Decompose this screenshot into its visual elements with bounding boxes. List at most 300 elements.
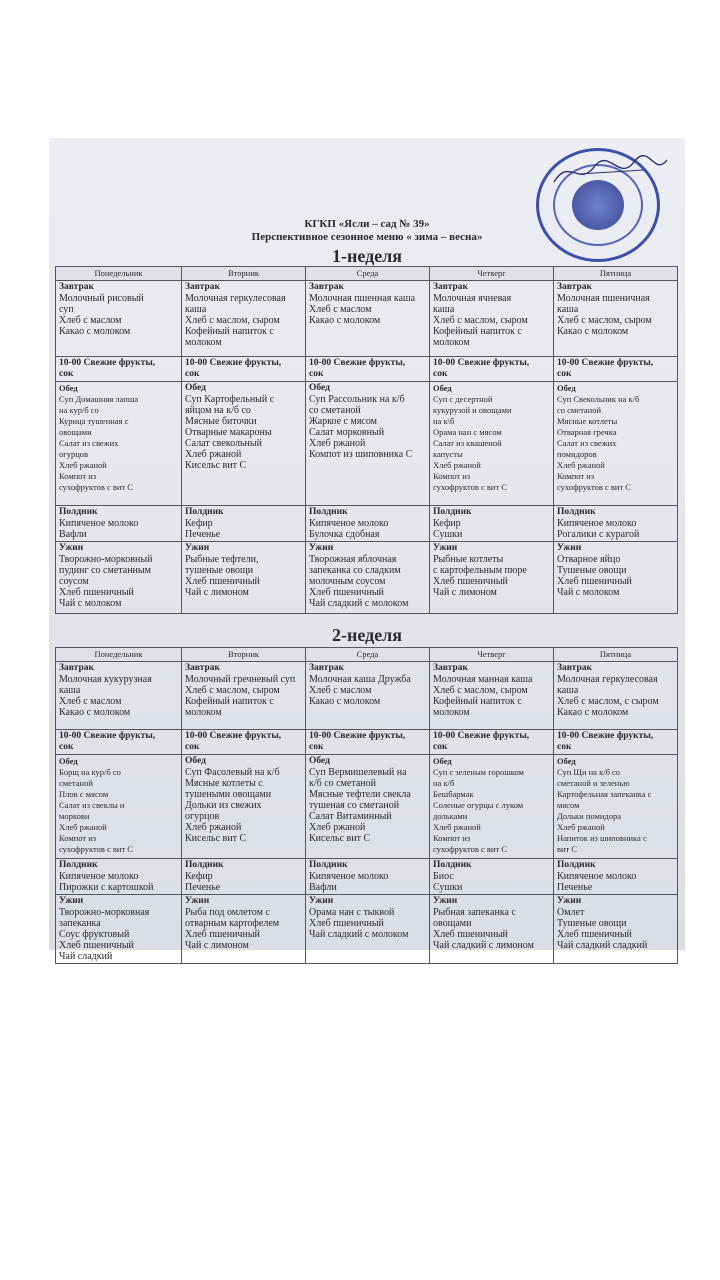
document-title: КГКП «Ясли – сад № 39» bbox=[304, 218, 430, 230]
dish-line: Хлеб пшеничный bbox=[557, 929, 632, 940]
dish-line: Суп Рассольник на к/б bbox=[309, 394, 405, 405]
dish-line: сок bbox=[557, 742, 572, 752]
dish-line: Печенье bbox=[557, 882, 593, 893]
dish-line: сок bbox=[59, 742, 74, 752]
meal-cell bbox=[306, 382, 430, 506]
dish-line: Хлеб с маслом bbox=[309, 685, 372, 696]
dish-line: Суп Щи на к/б со bbox=[557, 767, 621, 777]
dish-line: Дольки из свежих bbox=[185, 800, 262, 811]
dish-line: Кипяченое молоко bbox=[59, 871, 139, 882]
dish-line: Какао с молоком bbox=[557, 707, 629, 718]
meal-row-afternoon-snack bbox=[56, 859, 678, 895]
dish-line: Суп с десертной bbox=[433, 394, 493, 404]
dish-line: Рыбные котлеты bbox=[433, 554, 504, 565]
dish-line: Чай с молоком bbox=[557, 587, 620, 598]
dish-line: Кипяченое молоко bbox=[309, 871, 389, 882]
meal-heading: 10-00 Свежие фрукты, bbox=[557, 358, 654, 368]
dish-line: Чай с лимоном bbox=[433, 587, 497, 598]
meal-cell bbox=[554, 662, 678, 730]
meal-cell bbox=[430, 281, 554, 357]
meal-heading: Полдник bbox=[59, 860, 98, 870]
dish-line: Борщ на кур/б со bbox=[59, 767, 121, 777]
meal-cell bbox=[554, 730, 678, 755]
dish-line: каша bbox=[433, 304, 455, 315]
meal-cell bbox=[182, 542, 306, 614]
dish-line: Пирожки с картошкой bbox=[59, 882, 154, 893]
meal-cell bbox=[554, 357, 678, 382]
dish-line: Орама нан с тыквой bbox=[309, 907, 395, 918]
dish-line: Молочная геркулесовая bbox=[185, 293, 286, 304]
dish-line: Сушки bbox=[433, 882, 463, 893]
meal-cell bbox=[56, 357, 182, 382]
dish-line: на к/б bbox=[433, 778, 455, 788]
dish-line: Хлеб пшеничный bbox=[59, 587, 134, 598]
meal-heading: Ужин bbox=[557, 896, 582, 906]
meal-heading: Ужин bbox=[557, 543, 582, 553]
dish-line: Кофейный напиток с bbox=[433, 326, 522, 337]
dish-line: сок bbox=[309, 742, 324, 752]
dish-line: пудинг со сметанным bbox=[59, 565, 151, 576]
dish-line: со сметаной bbox=[309, 405, 361, 416]
dish-line: сухофруктов с вит С bbox=[433, 844, 507, 854]
meal-cell bbox=[554, 382, 678, 506]
dish-line: Хлеб пшеничный bbox=[309, 587, 384, 598]
dish-line: Рыбная запеканка с bbox=[433, 907, 516, 918]
week-1-menu-table bbox=[55, 266, 678, 614]
dish-line: на к\б bbox=[433, 416, 455, 426]
dish-line: Кипяченое молоко bbox=[557, 518, 637, 529]
meal-cell bbox=[430, 895, 554, 964]
dish-line: помидоров bbox=[557, 449, 597, 459]
meal-cell bbox=[182, 382, 306, 506]
dish-line: Чай сладкий bbox=[59, 951, 113, 962]
meal-cell bbox=[430, 542, 554, 614]
meal-heading: 10-00 Свежие фрукты, bbox=[557, 731, 654, 741]
meal-cell bbox=[56, 859, 182, 895]
dish-line: Булочка сдобная bbox=[309, 529, 380, 540]
meal-cell bbox=[554, 895, 678, 964]
dish-line: Рогалики с курагой bbox=[557, 529, 640, 540]
dish-line: Бешбармак bbox=[433, 789, 474, 799]
meal-cell bbox=[306, 755, 430, 859]
dish-line: Какао с молоком bbox=[309, 315, 381, 326]
meal-cell bbox=[182, 662, 306, 730]
meal-heading: Завтрак bbox=[309, 663, 344, 673]
dish-line: Хлеб пшеничный bbox=[59, 940, 134, 951]
dish-line: огурцов bbox=[185, 811, 220, 822]
dish-line: запеканка со сладким bbox=[309, 565, 401, 576]
dish-line: каша bbox=[557, 304, 579, 315]
day-header: Понедельник bbox=[56, 267, 182, 281]
dish-line: овощами bbox=[433, 918, 472, 929]
dish-line: Салат Витаминный bbox=[309, 811, 392, 822]
dish-line: тушеными овощами bbox=[185, 789, 272, 800]
dish-line: Кисельс вит С bbox=[185, 833, 247, 844]
meal-cell bbox=[56, 382, 182, 506]
meal-cell bbox=[306, 730, 430, 755]
dish-line: Салат из свеклы и bbox=[59, 800, 125, 810]
dish-line: сок bbox=[557, 369, 572, 379]
dish-line: Хлеб ржаной bbox=[309, 438, 366, 449]
dish-line: сок bbox=[59, 369, 74, 379]
meal-cell bbox=[306, 506, 430, 542]
dish-line: Хлеб с маслом, сыром bbox=[185, 315, 280, 326]
day-header: Среда bbox=[306, 267, 430, 281]
dish-line: Компот из bbox=[59, 833, 97, 843]
dish-line: с картофельным пюре bbox=[433, 565, 527, 576]
dish-line: молочным соусом bbox=[309, 576, 386, 587]
meal-heading: Полдник bbox=[433, 507, 472, 517]
meal-cell bbox=[182, 281, 306, 357]
day-header: Среда bbox=[306, 648, 430, 662]
dish-line: сок bbox=[185, 369, 200, 379]
meal-heading: Ужин bbox=[59, 543, 84, 553]
dish-line: Чай сладкий с молоком bbox=[309, 598, 409, 609]
dish-line: Чай с лимоном bbox=[185, 940, 249, 951]
dish-line: Кефир bbox=[185, 518, 213, 529]
dish-line: Мясные биточки bbox=[185, 416, 257, 427]
dish-line: сок bbox=[433, 369, 448, 379]
dish-line: Кисельс вит С bbox=[309, 833, 371, 844]
meal-heading: Ужин bbox=[309, 896, 334, 906]
dish-line: Компот из bbox=[59, 471, 97, 481]
meal-row-snack-10 bbox=[56, 730, 678, 755]
dish-line: Хлеб пшеничный bbox=[433, 929, 508, 940]
dish-line: Мясные котлеты bbox=[557, 416, 618, 426]
meal-heading: Завтрак bbox=[185, 663, 220, 673]
dish-line: Орама нан с мясом bbox=[433, 427, 502, 437]
meal-heading: Завтрак bbox=[185, 282, 220, 292]
dish-line: Биос bbox=[433, 871, 454, 882]
meal-heading: 10-00 Свежие фрукты, bbox=[309, 731, 406, 741]
dish-line: Чай сладкий сладкий bbox=[557, 940, 648, 951]
dish-line: Какао с молоком bbox=[59, 326, 131, 337]
meal-heading: Завтрак bbox=[433, 663, 468, 673]
meal-cell bbox=[56, 895, 182, 964]
dish-line: Салат свекольный bbox=[185, 438, 262, 449]
meal-heading: Полдник bbox=[185, 860, 224, 870]
week-1-heading: 1-неделя bbox=[331, 246, 403, 266]
dish-line: Хлеб ржаной bbox=[185, 822, 242, 833]
dish-line: каша bbox=[59, 685, 81, 696]
meal-heading: Обед bbox=[185, 383, 206, 393]
dish-line: Кипяченое молоко bbox=[59, 518, 139, 529]
dish-line: Какао с молоком bbox=[557, 326, 629, 337]
dish-line: Вафли bbox=[59, 529, 87, 540]
day-header: Пятница bbox=[554, 267, 678, 281]
dish-line: Отварное яйцо bbox=[557, 554, 621, 565]
meal-heading: Полдник bbox=[557, 507, 596, 517]
dish-line: Кофейный напиток с bbox=[185, 326, 274, 337]
dish-line: на кур/б со bbox=[59, 405, 99, 415]
dish-line: Хлеб с маслом, сыром bbox=[433, 685, 528, 696]
dish-line: Суп Домашняя лапша bbox=[59, 394, 139, 404]
meal-heading: Обед bbox=[433, 756, 452, 766]
dish-line: молоком bbox=[433, 707, 470, 718]
dish-line: Творожная яблочная bbox=[309, 554, 397, 565]
dish-line: Сушки bbox=[433, 529, 463, 540]
dish-line: моркови bbox=[59, 811, 90, 821]
dish-line: Омлет bbox=[557, 907, 585, 918]
dish-line: Какао с молоком bbox=[59, 707, 131, 718]
dish-line: огурцов bbox=[59, 449, 89, 459]
meal-row-dinner bbox=[56, 542, 678, 614]
meal-heading: 10-00 Свежие фрукты, bbox=[433, 358, 530, 368]
meal-row-lunch bbox=[56, 755, 678, 859]
dish-line: Рыба под омлетом с bbox=[185, 907, 270, 918]
week-2-heading: 2-неделя bbox=[331, 625, 403, 645]
meal-heading: Полдник bbox=[557, 860, 596, 870]
dish-line: дольками bbox=[433, 811, 468, 821]
dish-line: Хлеб ржаной bbox=[433, 460, 481, 470]
dish-line: тушеные овощи bbox=[185, 565, 254, 576]
dish-line: Хлеб ржаной bbox=[309, 822, 366, 833]
meal-cell bbox=[554, 506, 678, 542]
dish-line: Отварные макароны bbox=[185, 427, 272, 438]
dish-line: Хлеб ржаной bbox=[185, 449, 242, 460]
dish-line: суп bbox=[59, 304, 74, 315]
dish-line: Компот из bbox=[433, 471, 471, 481]
meal-heading: Обед bbox=[309, 383, 330, 393]
dish-line: Тушеные овощи bbox=[557, 565, 627, 576]
handwritten-signature bbox=[549, 152, 669, 192]
dish-line: Молочная пшеничная bbox=[557, 293, 650, 304]
meal-heading: Ужин bbox=[433, 896, 458, 906]
meal-cell bbox=[430, 382, 554, 506]
dish-line: овощами bbox=[59, 427, 92, 437]
meal-cell bbox=[56, 506, 182, 542]
dish-line: Кофейный напиток с bbox=[185, 696, 274, 707]
meal-cell bbox=[554, 859, 678, 895]
meal-cell bbox=[306, 542, 430, 614]
dish-line: Хлеб ржаной bbox=[433, 822, 481, 832]
dish-line: Хлеб ржаной bbox=[557, 460, 605, 470]
dish-line: Молочный рисовый bbox=[59, 293, 144, 304]
dish-line: сухофруктов с вит С bbox=[59, 482, 133, 492]
dish-line: со сметаной bbox=[557, 405, 602, 415]
meal-heading: Обед bbox=[557, 756, 576, 766]
meal-cell bbox=[306, 281, 430, 357]
dish-line: Плов с мясом bbox=[59, 789, 109, 799]
dish-line: Кофейный напиток с bbox=[433, 696, 522, 707]
dish-line: мясом bbox=[557, 800, 580, 810]
day-header: Пятница bbox=[554, 648, 678, 662]
meal-heading: Полдник bbox=[59, 507, 98, 517]
meal-cell bbox=[306, 895, 430, 964]
meal-cell bbox=[182, 730, 306, 755]
meal-heading: Полдник bbox=[185, 507, 224, 517]
dish-line: вит С bbox=[557, 844, 578, 854]
meal-cell bbox=[554, 755, 678, 859]
day-header: Вторник bbox=[182, 267, 306, 281]
dish-line: Напиток из шиповника с bbox=[557, 833, 647, 843]
dish-line: молоком bbox=[433, 337, 470, 348]
dish-line: к/б со сметаной bbox=[309, 778, 377, 789]
dish-line: Хлеб с маслом, сыром bbox=[433, 315, 528, 326]
meal-heading: Ужин bbox=[185, 543, 210, 553]
meal-cell bbox=[430, 662, 554, 730]
dish-line: яйцом на к/б со bbox=[185, 405, 251, 416]
meal-heading: Полдник bbox=[309, 860, 348, 870]
meal-cell bbox=[56, 730, 182, 755]
meal-row-dinner bbox=[56, 895, 678, 964]
dish-line: Молочная кукурузная bbox=[59, 674, 152, 685]
meal-heading: 10-00 Свежие фрукты, bbox=[433, 731, 530, 741]
dish-line: Творожно-морковная bbox=[59, 907, 150, 918]
dish-line: Суп Картофельный с bbox=[185, 394, 275, 405]
dish-line: Молочная пшенная каша bbox=[309, 293, 416, 304]
meal-heading: Ужин bbox=[309, 543, 334, 553]
meal-row-breakfast bbox=[56, 281, 678, 357]
meal-row-afternoon-snack bbox=[56, 506, 678, 542]
meal-heading: 10-00 Свежие фрукты, bbox=[59, 358, 156, 368]
dish-line: Молочная геркулесовая bbox=[557, 674, 658, 685]
meal-cell bbox=[182, 895, 306, 964]
dish-line: Печенье bbox=[185, 529, 221, 540]
dish-line: Хлеб с маслом, сыром bbox=[185, 685, 280, 696]
meal-row-breakfast bbox=[56, 662, 678, 730]
meal-heading: 10-00 Свежие фрукты, bbox=[309, 358, 406, 368]
week-2-menu-table bbox=[55, 647, 678, 964]
dish-line: Хлеб с маслом, сыром bbox=[557, 315, 652, 326]
dish-line: Молочный гречневый суп bbox=[185, 674, 296, 685]
dish-line: Мясные тефтели свекла bbox=[309, 789, 411, 800]
dish-line: Чай с лимоном bbox=[185, 587, 249, 598]
dish-line: молоком bbox=[185, 337, 222, 348]
dish-line: Суп с зеленым горошком bbox=[433, 767, 524, 777]
dish-line: Кипяченое молоко bbox=[309, 518, 389, 529]
dish-line: Компот из bbox=[557, 471, 595, 481]
dish-line: отварным картофелем bbox=[185, 918, 280, 929]
meal-heading: Ужин bbox=[59, 896, 84, 906]
dish-line: Кефир bbox=[433, 518, 461, 529]
dish-line: сухофруктов с вит С bbox=[557, 482, 631, 492]
meal-cell bbox=[56, 662, 182, 730]
meal-cell bbox=[306, 357, 430, 382]
meal-cell bbox=[430, 506, 554, 542]
dish-line: Хлеб ржаной bbox=[557, 822, 605, 832]
dish-line: Хлеб пшеничный bbox=[185, 929, 260, 940]
day-header: Четверг bbox=[430, 648, 554, 662]
dish-line: Суп Вермишелевый на bbox=[309, 767, 407, 778]
dish-line: Отварная гречка bbox=[557, 427, 617, 437]
dish-line: Хлеб с маслом bbox=[59, 696, 122, 707]
dish-line: Чай сладкий с молоком bbox=[309, 929, 409, 940]
meal-cell bbox=[554, 542, 678, 614]
meal-cell bbox=[306, 662, 430, 730]
dish-line: Салат из свежих bbox=[59, 438, 119, 448]
dish-line: Дольки помидора bbox=[557, 811, 622, 821]
meal-heading: Ужин bbox=[185, 896, 210, 906]
meal-heading: Полдник bbox=[309, 507, 348, 517]
dish-line: Какао с молоком bbox=[309, 696, 381, 707]
dish-line: Салат морковный bbox=[309, 427, 385, 438]
meal-heading: Завтрак bbox=[433, 282, 468, 292]
dish-line: сухофруктов с вит С bbox=[59, 844, 133, 854]
dish-line: Печенье bbox=[185, 882, 221, 893]
meal-cell bbox=[430, 730, 554, 755]
meal-heading: Обед bbox=[557, 383, 576, 393]
dish-line: каша bbox=[185, 304, 207, 315]
dish-line: Жаркое с мясом bbox=[309, 416, 378, 427]
meal-cell bbox=[554, 281, 678, 357]
meal-heading: Завтрак bbox=[59, 282, 94, 292]
dish-line: Вафли bbox=[309, 882, 337, 893]
meal-cell bbox=[306, 859, 430, 895]
meal-cell bbox=[430, 859, 554, 895]
dish-line: Картофельная запеканка с bbox=[557, 789, 652, 799]
meal-heading: Обед bbox=[433, 383, 452, 393]
menu-document-page bbox=[49, 138, 685, 962]
dish-line: Творожно-морковный bbox=[59, 554, 153, 565]
dish-line: сок bbox=[433, 742, 448, 752]
dish-line: Курица тушенная с bbox=[59, 416, 129, 426]
meal-cell bbox=[56, 542, 182, 614]
dish-line: Суп Фасолевый на к/б bbox=[185, 767, 280, 778]
dish-line: соусом bbox=[59, 576, 89, 587]
dish-line: сметаной и зеленью bbox=[557, 778, 630, 788]
dish-line: Чай с молоком bbox=[59, 598, 122, 609]
dish-line: Хлеб с маслом bbox=[59, 315, 122, 326]
dish-line: кукурузой и овощами bbox=[433, 405, 512, 415]
dish-line: Хлеб с маслом, с сыром bbox=[557, 696, 659, 707]
meal-heading: Обед bbox=[59, 756, 78, 766]
meal-heading: Завтрак bbox=[557, 282, 592, 292]
meal-heading: Завтрак bbox=[59, 663, 94, 673]
dish-line: Хлеб ржаной bbox=[59, 822, 107, 832]
dish-line: Хлеб пшеничный bbox=[185, 576, 260, 587]
meal-cell bbox=[430, 357, 554, 382]
dish-line: Хлеб пшеничный bbox=[557, 576, 632, 587]
document-subtitle: Перспективное сезонное меню « зима – весна» bbox=[251, 231, 483, 243]
dish-line: Мясные котлеты с bbox=[185, 778, 263, 789]
meal-heading: 10-00 Свежие фрукты, bbox=[185, 358, 282, 368]
dish-line: сок bbox=[185, 742, 200, 752]
meal-cell bbox=[182, 859, 306, 895]
day-header: Понедельник bbox=[56, 648, 182, 662]
dish-line: Кисельс вит С bbox=[185, 460, 247, 471]
dish-line: сок bbox=[309, 369, 324, 379]
meal-heading: Полдник bbox=[433, 860, 472, 870]
dish-line: Молочная манная каша bbox=[433, 674, 533, 685]
dish-line: Компот из шиповника С bbox=[309, 449, 413, 460]
dish-line: Кипяченое молоко bbox=[557, 871, 637, 882]
dish-line: сметаной bbox=[59, 778, 93, 788]
dish-line: каша bbox=[557, 685, 579, 696]
dish-line: Хлеб пшеничный bbox=[433, 576, 508, 587]
dish-line: Соленые огурцы с луком bbox=[433, 800, 524, 810]
meal-heading: Ужин bbox=[433, 543, 458, 553]
dish-line: молоком bbox=[185, 707, 222, 718]
meal-heading: Обед bbox=[309, 756, 330, 766]
meal-row-snack-10 bbox=[56, 357, 678, 382]
dish-line: Компот из bbox=[433, 833, 471, 843]
meal-heading: Завтрак bbox=[309, 282, 344, 292]
dish-line: капусты bbox=[433, 449, 463, 459]
dish-line: Хлеб с маслом bbox=[309, 304, 372, 315]
meal-heading: Обед bbox=[59, 383, 78, 393]
dish-line: Молочная ячневая bbox=[433, 293, 512, 304]
meal-cell bbox=[182, 755, 306, 859]
meal-heading: Завтрак bbox=[557, 663, 592, 673]
dish-line: Рыбные тефтели, bbox=[185, 554, 259, 565]
dish-line: Суп Свекольник на к/б bbox=[557, 394, 640, 404]
dish-line: Молочная каша Дружба bbox=[309, 674, 411, 685]
day-header: Четверг bbox=[430, 267, 554, 281]
day-header: Вторник bbox=[182, 648, 306, 662]
dish-line: Тушеные овощи bbox=[557, 918, 627, 929]
meal-cell bbox=[56, 281, 182, 357]
